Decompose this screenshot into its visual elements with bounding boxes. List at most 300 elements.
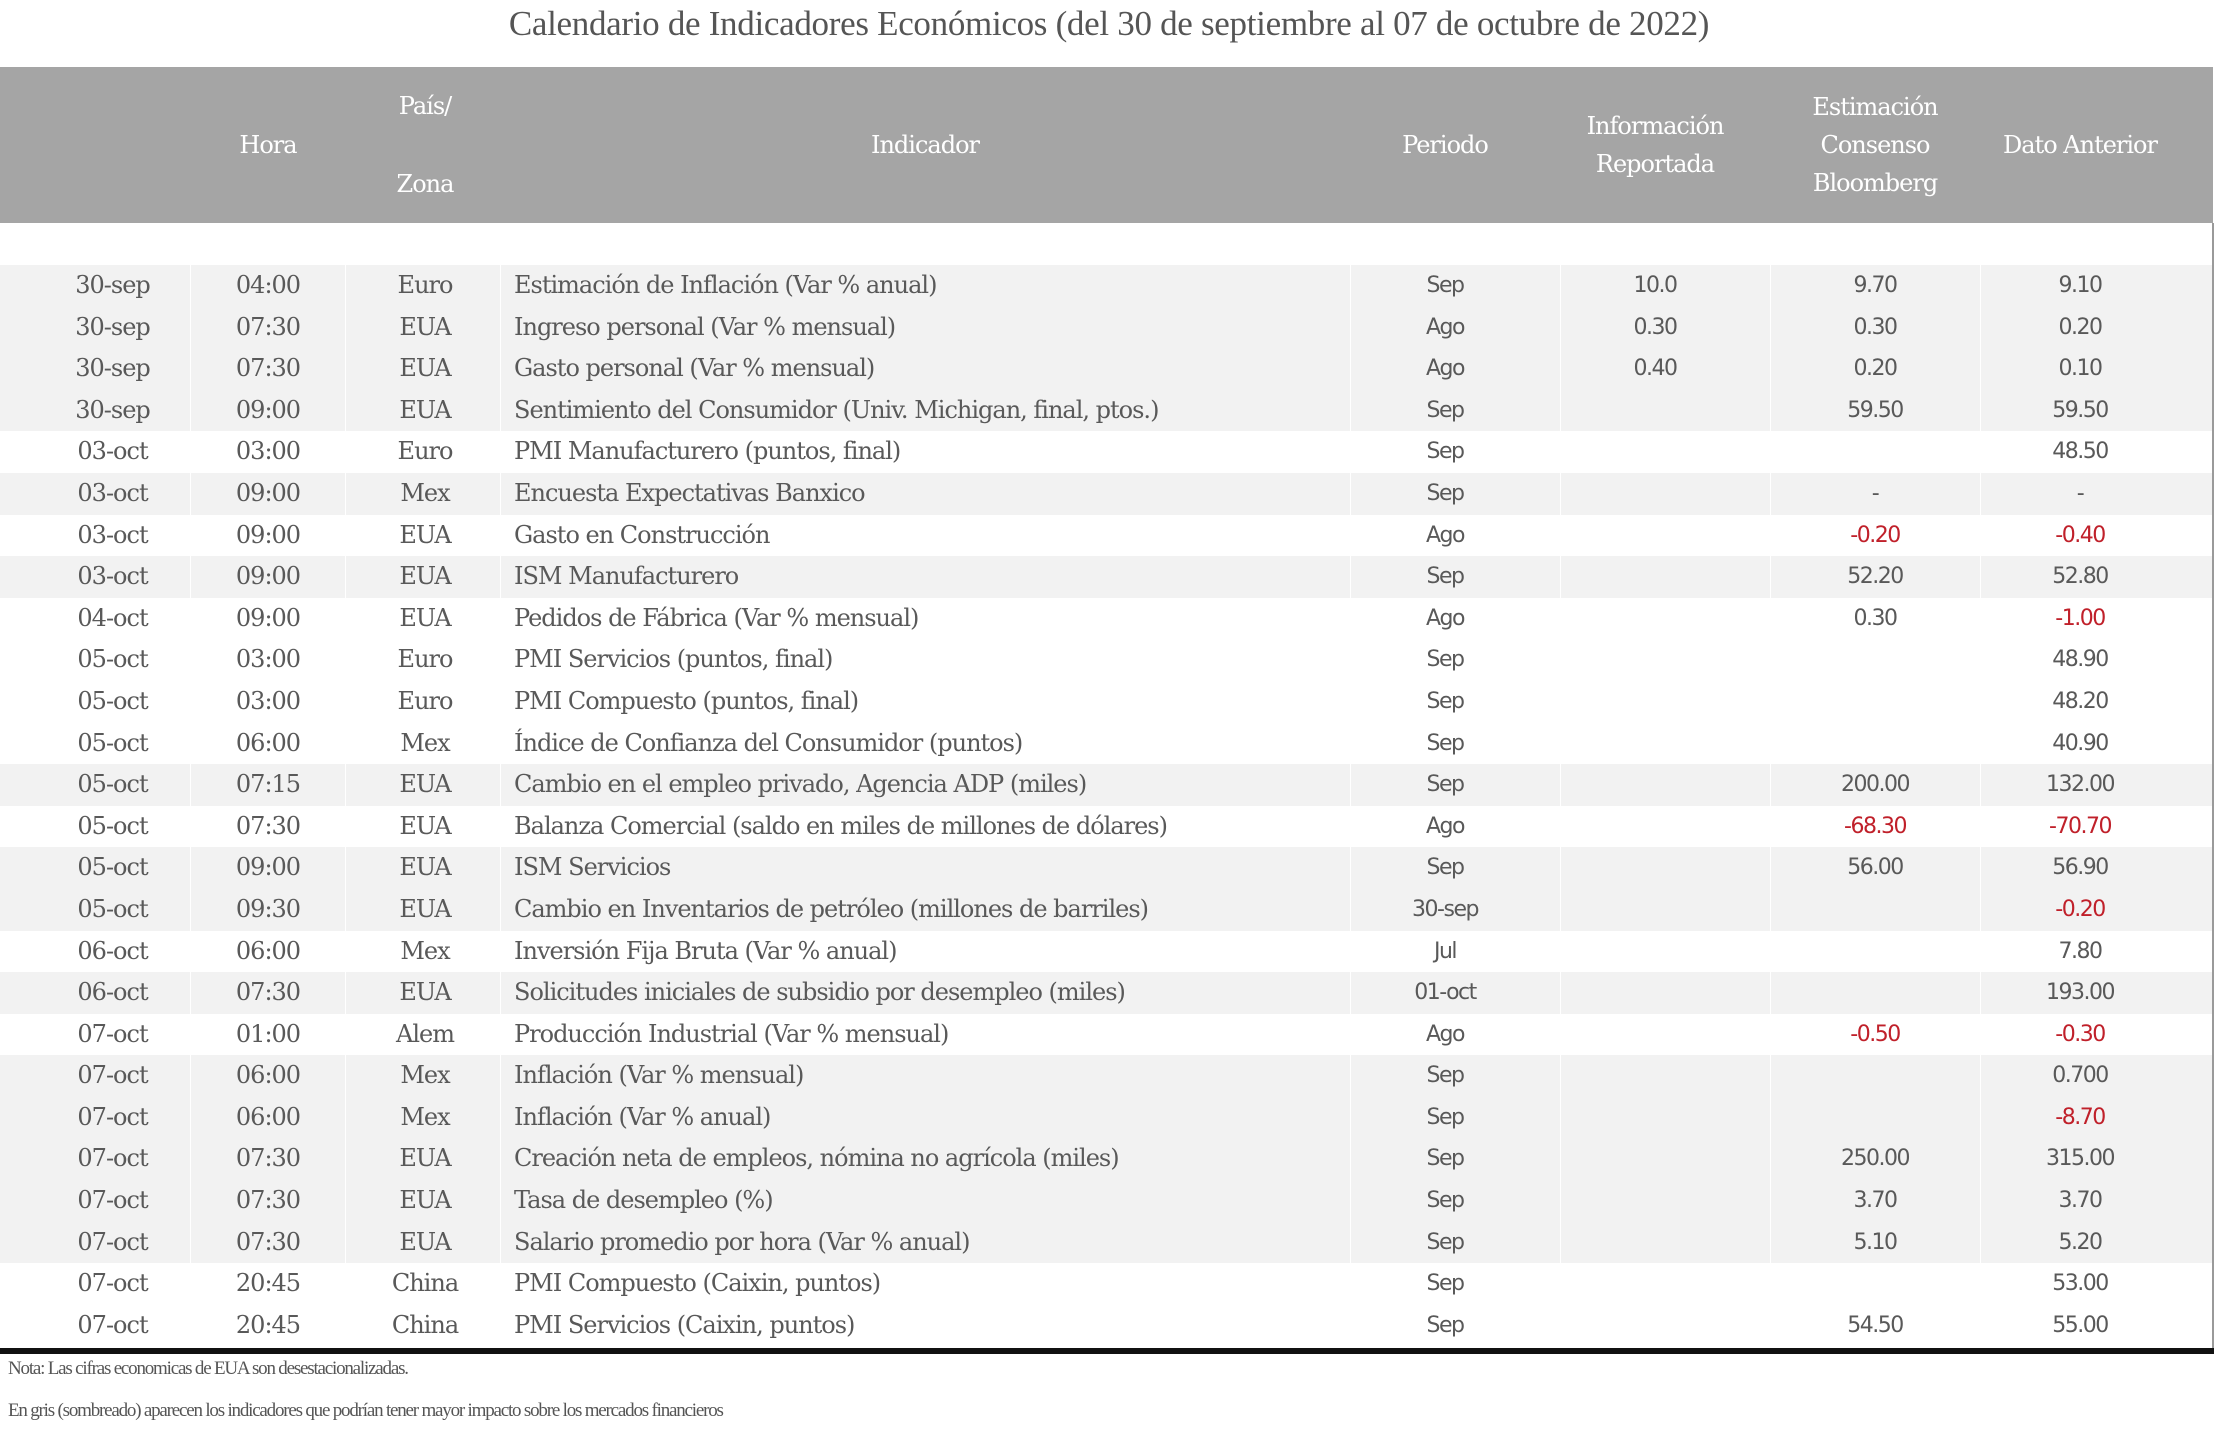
column-separator [1770,764,1771,806]
column-separator [1980,1097,1981,1139]
header-estimate-line1: Estimación [1812,93,1938,121]
column-separator [1560,972,1561,1014]
cell-date: 07-oct [77,1144,148,1173]
column-separator [1560,847,1561,889]
header-previous: Dato Anterior [2003,131,2157,159]
table-row [0,1014,2212,1056]
header-time: Hora [239,131,297,159]
cell-previous: 5.20 [2058,1229,2102,1255]
table-row [0,556,2212,598]
column-separator [190,889,191,931]
header-indicator: Indicador [870,131,979,159]
cell-zone: EUA [399,1144,451,1173]
cell-indicator: Solicitudes iniciales de subsidio por desempleo (miles) [514,978,1125,1007]
cell-indicator: Creación neta de empleos, nómina no agrícola (miles) [514,1144,1119,1173]
column-separator [1980,764,1981,806]
cell-previous: 48.90 [2052,647,2108,673]
column-separator [1980,972,1981,1014]
cell-estimate: 250.00 [1841,1146,1909,1172]
cell-date: 30-sep [75,395,150,424]
cell-period: Sep [1426,564,1464,590]
cell-zone: Alem [396,1019,454,1048]
cell-indicator: Gasto personal (Var % mensual) [514,354,875,383]
cell-previous: -1.00 [2055,605,2105,631]
cell-period: Sep [1426,1063,1464,1089]
cell-previous: -0.20 [2055,896,2105,922]
cell-indicator: Pedidos de Fábrica (Var % mensual) [514,603,919,632]
column-separator [190,1180,191,1222]
cell-previous: 9.10 [2058,273,2102,298]
cell-previous: 7.80 [2058,938,2102,964]
cell-indicator: Cambio en el empleo privado, Agencia ADP (miles) [514,770,1087,799]
cell-indicator: Índice de Confianza del Consumidor (puntos) [514,728,1023,757]
cell-time: 09:30 [235,894,301,923]
cell-indicator: Inflación (Var % mensual) [514,1061,804,1090]
cell-previous: 53.00 [2052,1271,2108,1297]
column-separator [1980,348,1981,390]
cell-zone: Mex [400,1061,450,1090]
cell-zone: Euro [397,645,453,674]
cell-indicator: Gasto en Construcción [514,520,770,549]
column-separator [1770,473,1771,515]
column-separator [1770,847,1771,889]
cell-zone: EUA [399,312,451,341]
cell-time: 03:00 [235,437,301,466]
cell-time: 07:30 [235,1227,301,1256]
cell-date: 07-oct [77,1186,148,1215]
cell-date: 05-oct [77,645,148,674]
cell-previous: 132.00 [2046,772,2114,798]
column-separator [500,847,501,889]
column-separator [500,556,501,598]
table-row [0,847,2212,889]
table-row [0,1055,2212,1097]
cell-date: 03-oct [77,562,148,591]
column-separator [1770,889,1771,931]
table-row [0,473,2212,515]
column-separator [345,348,346,390]
column-separator [345,972,346,1014]
cell-time: 04:00 [235,271,301,299]
header-zone-line1: País/ [398,92,452,120]
cell-estimate: 54.50 [1847,1312,1903,1338]
header-estimate-line3: Bloomberg [1812,169,1938,197]
cell-indicator: ISM Manufacturero [514,562,739,591]
cell-date: 03-oct [77,478,148,507]
column-separator [500,1138,501,1180]
column-separator [190,972,191,1014]
column-separator [190,348,191,390]
header-period: Periodo [1402,131,1488,159]
column-separator [1980,1138,1981,1180]
column-separator [1560,307,1561,349]
cell-period: 01-oct [1414,980,1476,1006]
column-separator [500,1180,501,1222]
column-separator [1560,764,1561,806]
cell-time: 06:00 [235,936,301,965]
column-separator [500,764,501,806]
cell-estimate: 59.50 [1847,397,1903,423]
cell-indicator: Producción Industrial (Var % mensual) [514,1019,949,1048]
cell-date: 05-oct [77,770,148,799]
cell-previous: 59.50 [2052,397,2108,423]
cell-estimate: - [1871,480,1879,506]
cell-reported: 10.0 [1633,273,1677,298]
cell-zone: Mex [400,478,450,507]
cell-period: Sep [1426,1271,1464,1297]
cell-period: Ago [1426,813,1464,839]
column-separator [345,847,346,889]
table-row [0,598,2212,640]
cell-reported: 0.30 [1633,314,1677,340]
cell-indicator: Tasa de desempleo (%) [514,1186,773,1215]
cell-time: 09:00 [235,562,301,591]
cell-time: 09:00 [235,478,301,507]
cell-period: Sep [1426,730,1464,756]
cell-reported: 0.40 [1633,356,1677,382]
column-separator [500,390,501,432]
column-separator [500,1097,501,1139]
cell-previous: 0.700 [2052,1063,2108,1089]
cell-date: 03-oct [77,520,148,549]
column-separator [1980,847,1981,889]
column-separator [190,307,191,349]
column-separator [345,1055,346,1097]
table-row [0,348,2212,390]
cell-period: Ago [1426,356,1464,382]
column-separator [345,1180,346,1222]
cell-period: Ago [1426,605,1464,631]
cell-indicator: Estimación de Inflación (Var % anual) [514,271,937,299]
column-separator [345,1138,346,1180]
cell-previous: 0.10 [2058,356,2102,382]
cell-estimate: -0.50 [1850,1021,1900,1047]
cell-date: 30-sep [75,312,150,341]
cell-period: Sep [1426,480,1464,506]
cell-indicator: ISM Servicios [514,853,671,882]
column-separator [1980,1055,1981,1097]
cell-period: Sep [1426,273,1464,298]
cell-date: 07-oct [77,1269,148,1298]
cell-zone: Euro [397,271,453,299]
cell-date: 30-sep [75,354,150,383]
header-zone-line2: Zona [396,170,454,198]
cell-zone: Mex [400,728,450,757]
cell-period: Sep [1426,439,1464,465]
cell-estimate: -68.30 [1844,813,1906,839]
header-estimate-line2: Consenso [1820,131,1930,159]
cell-estimate: 0.30 [1853,314,1897,340]
cell-date: 05-oct [77,811,148,840]
cell-period: Sep [1426,688,1464,714]
cell-date: 06-oct [77,978,148,1007]
table-row [0,972,2212,1014]
cell-zone: EUA [399,395,451,424]
page-title: Calendario de Indicadores Económicos (del 30 de septiembre al 07 de octubre de 2022) [508,4,1710,43]
table-row [0,639,2212,681]
cell-previous: -70.70 [2049,813,2111,839]
header-reported-line2: Reportada [1595,150,1715,178]
column-separator [345,390,346,432]
cell-period: Sep [1426,397,1464,423]
cell-period: Sep [1426,1229,1464,1255]
column-separator [500,972,501,1014]
column-separator [190,556,191,598]
cell-period: Jul [1433,938,1457,964]
column-separator [1770,390,1771,432]
note-seasonal: Nota: Las cifras economicas de EUA son desestacionalizadas. [8,1358,408,1379]
column-separator [1770,972,1771,1014]
cell-indicator: PMI Compuesto (puntos, final) [514,686,859,715]
column-separator [190,265,191,307]
column-separator [1770,1138,1771,1180]
column-separator [345,556,346,598]
table-row [0,764,2212,806]
cell-indicator: Encuesta Expectativas Banxico [514,478,865,507]
cell-date: 30-sep [75,271,150,299]
cell-period: Sep [1426,772,1464,798]
cell-period: Ago [1426,1021,1464,1047]
column-separator [1980,889,1981,931]
column-separator [190,847,191,889]
cell-zone: EUA [399,894,451,923]
table-row [0,1138,2212,1180]
cell-time: 09:00 [235,395,301,424]
column-separator [1980,307,1981,349]
table-row [0,515,2212,557]
cell-zone: Euro [397,437,453,466]
column-separator [1560,1138,1561,1180]
column-separator [1980,1222,1981,1264]
cell-indicator: Inversión Fija Bruta (Var % anual) [514,936,897,965]
column-separator [1770,265,1771,307]
column-separator [1560,348,1561,390]
cell-period: Sep [1426,855,1464,881]
column-separator [500,473,501,515]
cell-time: 06:00 [235,728,301,757]
cell-period: Sep [1426,1312,1464,1338]
cell-time: 07:30 [235,811,301,840]
cell-date: 05-oct [77,894,148,923]
cell-time: 06:00 [235,1102,301,1131]
cell-previous: 48.50 [2052,439,2108,465]
column-separator [1560,1097,1561,1139]
column-separator [345,265,346,307]
cell-time: 07:30 [235,978,301,1007]
column-separator [345,473,346,515]
cell-zone: EUA [399,770,451,799]
column-separator [1770,1222,1771,1264]
column-separator [190,473,191,515]
column-separator [1770,307,1771,349]
column-separator [1980,390,1981,432]
column-separator [1560,1180,1561,1222]
table-row [0,1222,2212,1264]
cell-zone: EUA [399,853,451,882]
cell-date: 06-oct [77,936,148,965]
table-row [0,431,2212,473]
column-separator [345,1097,346,1139]
header-spacer [0,223,2213,265]
cell-estimate: 56.00 [1847,855,1903,881]
cell-zone: EUA [399,978,451,1007]
column-separator [1980,473,1981,515]
column-separator [1560,265,1561,307]
column-separator [1980,556,1981,598]
cell-time: 01:00 [235,1019,301,1048]
column-separator [500,1222,501,1264]
table-row [0,1305,2212,1347]
column-separator [190,1055,191,1097]
cell-time: 20:45 [235,1269,301,1298]
cell-indicator: Cambio en Inventarios de petróleo (millones de barriles) [514,894,1149,923]
column-separator [500,307,501,349]
table-row [0,806,2212,848]
cell-previous: 55.00 [2052,1312,2108,1338]
column-separator [1560,889,1561,931]
cell-estimate: 9.70 [1853,273,1897,298]
column-separator [500,1055,501,1097]
cell-time: 06:00 [235,1061,301,1090]
column-separator [500,348,501,390]
table-row [0,931,2212,973]
column-separator [1770,556,1771,598]
cell-date: 05-oct [77,728,148,757]
cell-indicator: PMI Manufacturero (puntos, final) [514,437,901,466]
column-separator [1560,556,1561,598]
table-row [0,1180,2212,1222]
cell-date: 07-oct [77,1227,148,1256]
cell-date: 03-oct [77,437,148,466]
cell-date: 07-oct [77,1310,148,1339]
cell-period: Sep [1426,1104,1464,1130]
cell-previous: 56.90 [2052,855,2108,881]
note-shading: En gris (sombreado) aparecen los indicadores que podrían tener mayor impacto sobre los mercados financieros [8,1400,723,1421]
table-row [0,723,2212,765]
cell-indicator: Ingreso personal (Var % mensual) [514,312,896,341]
column-separator [190,1138,191,1180]
cell-time: 07:30 [235,312,301,341]
cell-period: Sep [1426,647,1464,673]
cell-indicator: PMI Servicios (Caixin, puntos) [514,1310,855,1339]
cell-zone: Mex [400,936,450,965]
cell-estimate: 0.30 [1853,605,1897,631]
cell-indicator: Salario promedio por hora (Var % anual) [514,1227,970,1256]
cell-previous: -8.70 [2055,1104,2105,1130]
table-row [0,681,2212,723]
column-separator [190,1097,191,1139]
cell-time: 07:30 [235,1186,301,1215]
cell-previous: 48.20 [2052,688,2108,714]
cell-estimate: 0.20 [1853,356,1897,382]
cell-period: Ago [1426,314,1464,340]
table-row [0,307,2212,349]
table-row [0,1097,2212,1139]
cell-time: 09:00 [235,853,301,882]
cell-date: 05-oct [77,853,148,882]
cell-indicator: PMI Servicios (puntos, final) [514,645,833,674]
cell-zone: EUA [399,520,451,549]
column-separator [1560,473,1561,515]
table-bottom-border [0,1348,2214,1354]
cell-time: 09:00 [235,520,301,549]
cell-zone: EUA [399,1186,451,1215]
cell-previous: -0.30 [2055,1021,2105,1047]
column-separator [190,764,191,806]
table-row [0,889,2212,931]
column-separator [345,889,346,931]
cell-time: 07:30 [235,1144,301,1173]
cell-estimate: 52.20 [1847,564,1903,590]
cell-zone: EUA [399,603,451,632]
cell-previous: 0.20 [2058,314,2102,340]
column-separator [500,889,501,931]
cell-indicator: Inflación (Var % anual) [514,1102,771,1131]
cell-zone: EUA [399,354,451,383]
cell-estimate: 3.70 [1853,1188,1897,1214]
cell-time: 03:00 [235,686,301,715]
cell-indicator: PMI Compuesto (Caixin, puntos) [514,1269,881,1298]
column-separator [345,764,346,806]
cell-previous: 40.90 [2052,730,2108,756]
cell-previous: 193.00 [2046,980,2114,1006]
column-separator [1560,390,1561,432]
column-separator [1560,1055,1561,1097]
table-row [0,390,2212,432]
cell-estimate: 200.00 [1841,772,1909,798]
cell-time: 09:00 [235,603,301,632]
cell-previous: -0.40 [2055,522,2105,548]
cell-period: 30-sep [1412,896,1478,922]
cell-previous: 52.80 [2052,564,2108,590]
column-separator [1770,1055,1771,1097]
cell-indicator: Balanza Comercial (saldo en miles de millones de dólares) [514,811,1167,840]
column-separator [1770,1180,1771,1222]
cell-indicator: Sentimiento del Consumidor (Univ. Michigan, final, ptos.) [514,395,1159,424]
column-separator [345,307,346,349]
cell-estimate: 5.10 [1853,1229,1897,1255]
cell-zone: Euro [397,686,453,715]
cell-previous: 315.00 [2046,1146,2114,1172]
cell-estimate: -0.20 [1850,522,1900,548]
cell-date: 05-oct [77,686,148,715]
cell-previous: - [2076,480,2084,506]
cell-time: 03:00 [235,645,301,674]
cell-zone: China [391,1310,459,1339]
table-header [0,67,2213,223]
column-separator [500,265,501,307]
cell-date: 07-oct [77,1061,148,1090]
column-separator [190,1222,191,1264]
column-separator [1560,1222,1561,1264]
column-separator [1770,1097,1771,1139]
cell-zone: Mex [400,1102,450,1131]
cell-zone: EUA [399,1227,451,1256]
column-separator [1770,348,1771,390]
table-right-border [2212,223,2214,1349]
cell-date: 07-oct [77,1102,148,1131]
cell-time: 07:30 [235,354,301,383]
table-row [0,265,2212,307]
header-reported-line1: Información [1586,112,1724,140]
cell-zone: EUA [399,562,451,591]
cell-period: Sep [1426,1146,1464,1172]
cell-period: Sep [1426,1188,1464,1214]
cell-time: 20:45 [235,1310,301,1339]
cell-zone: EUA [399,811,451,840]
column-separator [345,1222,346,1264]
column-separator [1980,265,1981,307]
